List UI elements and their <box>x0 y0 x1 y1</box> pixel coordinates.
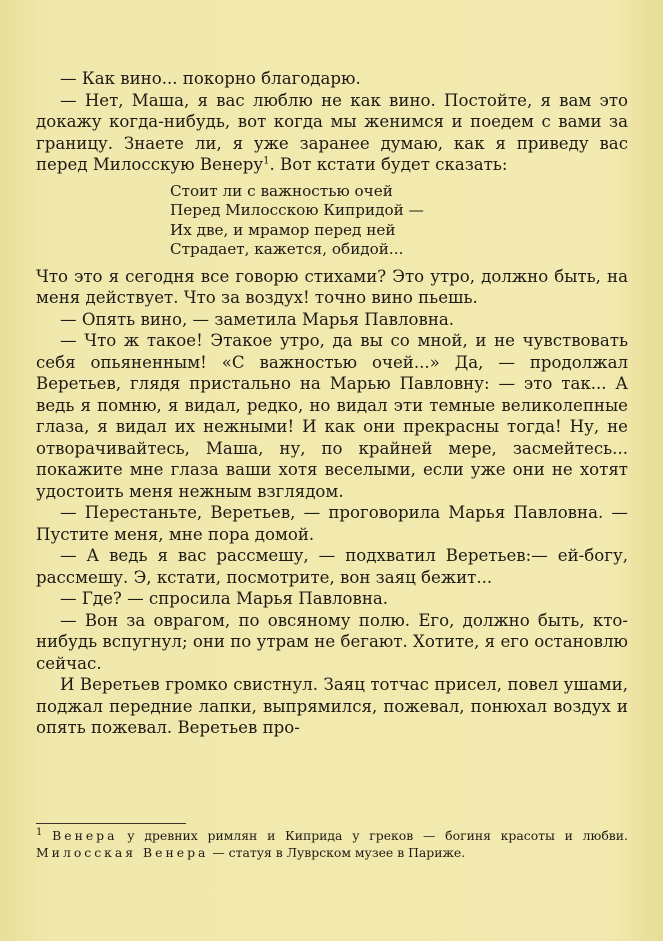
footnote-text: у древних римлян и Киприда у греков — богиня красоты и любви. <box>117 828 628 843</box>
paragraph: Что это я сегодня все говорю стихами? Это утро, должно быть, на меня действует. Что за воздух! точно вино пьешь. <box>36 266 628 307</box>
verse-line: Их две, и мрамор перед ней <box>170 220 396 239</box>
paragraph-text-continued: . Вот кстати будет сказать: <box>269 155 508 174</box>
footnote-text: — статуя в Луврском музее в Париже. <box>208 844 466 860</box>
paragraph: — Опять вино, — заметила Марья Павловна. <box>60 309 455 329</box>
footnote-term: Милосская Венера <box>36 844 209 860</box>
footnote-number: 1 <box>36 826 43 838</box>
paragraph: — А ведь я вас рассмешу, — подхватил Веретьев:— ей-богу, рассмешу. Э, кстати, посмотрите, вон заяц бежит... <box>36 546 628 587</box>
verse-quote <box>170 182 628 260</box>
paragraph: И Веретьев громко свистнул. Заяц тотчас присел, повел ушами, поджал передние лапки, выпрямился, пожевал, понюхал воздух и опять пожевал. Веретьев про- <box>36 675 628 737</box>
paragraph: — Что ж такое! Этакое утро, да вы со мной, и не чувствовать себя опьяненным! «С важностью очей...» Да, — продолжал Веретьев, глядя пристально на Марью Павловну: — это так... А ведь я помню, я видал, редко, но видал эти темные великолепные глаза, я видал их нежными! И как они прекрасны тогда! Ну, не отворачивайтесь, Маша, ну, по крайней мере, засмейтесь... покажите мне глаза ваши хотя веселыми, если уже они не хотят удостоить меня нежным взглядом. <box>36 331 628 501</box>
verse-line: Страдает, кажется, обидой... <box>170 240 404 258</box>
paragraph: — Где? — спросила Марья Павловна. <box>60 589 389 608</box>
paragraph-text: — Нет, Маша, я вас люблю не как вино. Постойте, я вам это докажу когда-нибудь, вот когда мы женимся и поедем с вами за границу. Знаете ли, я уже заранее думаю, как я приведу вас перед Милосскую Венеру <box>36 90 628 174</box>
footnote <box>36 828 628 861</box>
paragraph <box>36 90 628 176</box>
footnote-marker[interactable]: 1 <box>263 155 270 167</box>
main-text <box>36 68 628 739</box>
paragraph: — Как вино... покорно благодарю. <box>60 69 361 88</box>
footnote-term: Венера <box>52 828 118 843</box>
footnote-divider <box>36 823 186 824</box>
verse-line: Перед Милосскою Кипридой — <box>170 201 424 219</box>
paragraph: — Вон за оврагом, по овсяному полю. Его, должно быть, кто-нибудь вспугнул; они по утрам не бегают. Хотите, я его остановлю сейчас. <box>36 610 628 673</box>
verse-line: Стоит ли с важностью очей <box>170 181 393 200</box>
paragraph: — Перестаньте, Веретьев, — проговорила Марья Павловна. — Пустите меня, мне пора домой. <box>36 503 628 544</box>
